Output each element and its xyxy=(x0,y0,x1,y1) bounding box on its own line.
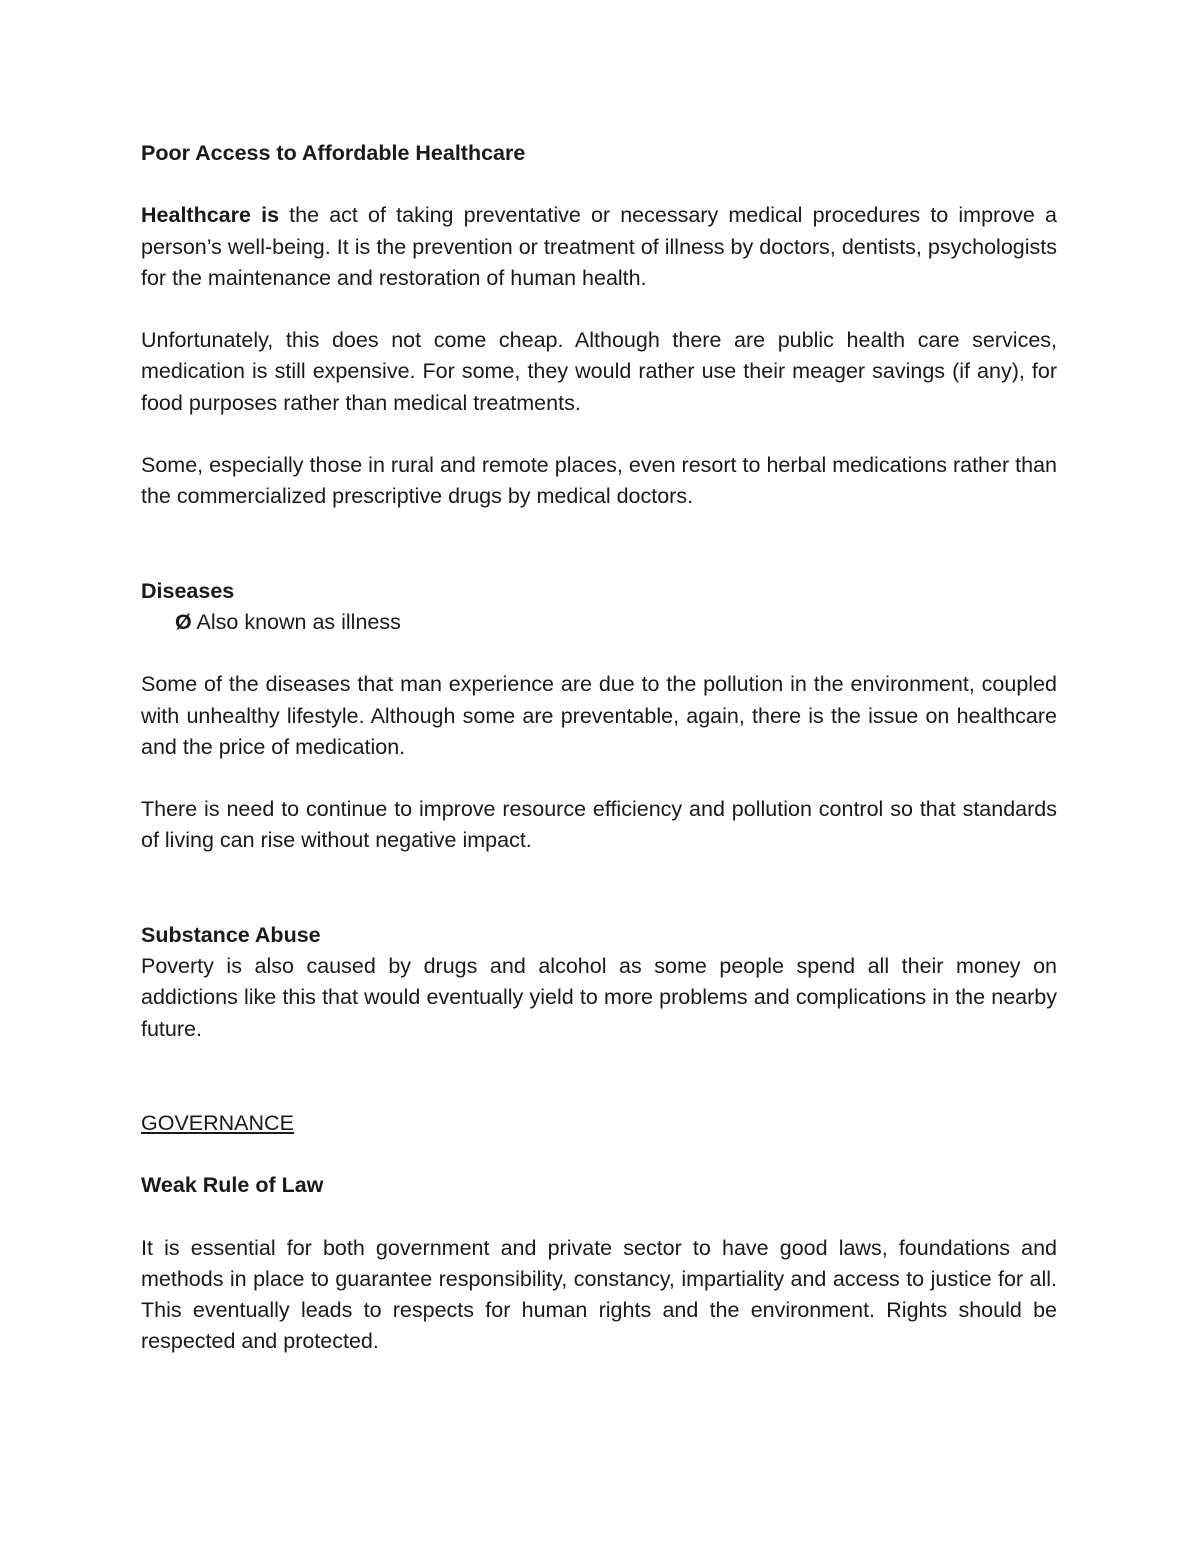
heading-poor-access: Poor Access to Affordable Healthcare xyxy=(141,141,526,165)
document-page xyxy=(141,138,1057,1358)
rule-of-law-paragraph: It is essential for both government and private sector to have good laws, foundations and methods in place to guarantee responsibility, constancy, impartiality and access to justice for all. This eventually leads to respects for human rights and the environment. Rights should be respected and protected. xyxy=(141,1235,1057,1354)
herbal-medication-paragraph: Some, especially those in rural and remote places, even resort to herbal medications rather than the commercialized prescriptive drugs by medical doctors. xyxy=(141,453,1057,509)
bullet-text: Also known as illness xyxy=(191,609,401,634)
healthcare-cost-paragraph: Unfortunately, this does not come cheap. Although there are public health care services, medication is still expensive. For some, they would rather use their meager savings (if any), for food purposes rather than medical treatments. xyxy=(141,328,1057,415)
resource-efficiency-paragraph: There is need to continue to improve resource efficiency and pollution control so that standards of living can rise without negative impact. xyxy=(141,797,1057,853)
substance-abuse-paragraph: Poverty is also caused by drugs and alcohol as some people spend all their money on addictions like this that would eventually yield to more problems and complications in the nearby future. xyxy=(141,954,1057,1041)
healthcare-definition xyxy=(141,200,1057,294)
heading-weak-rule-of-law: Weak Rule of Law xyxy=(141,1173,324,1198)
healthcare-term: Healthcare is xyxy=(141,203,280,228)
healthcare-definition-text: the act of taking preventative or necessary medical procedures to improve a person’s well-being. It is the prevention or treatment of illness by doctors, dentists, psychologists for the maintenance and restoration of human health. xyxy=(141,203,1057,290)
heading-diseases: Diseases xyxy=(141,578,235,603)
diseases-bullet xyxy=(141,607,1057,638)
heading-substance-abuse: Substance Abuse xyxy=(141,922,321,947)
diseases-paragraph: Some of the diseases that man experience are due to the pollution in the environment, coupled with unhealthy lifestyle. Although some are preventable, again, there is the issue on healthcare and the price of medication. xyxy=(141,672,1057,759)
bullet-symbol: Ø xyxy=(175,609,192,634)
heading-governance: GOVERNANCE xyxy=(141,1110,294,1135)
